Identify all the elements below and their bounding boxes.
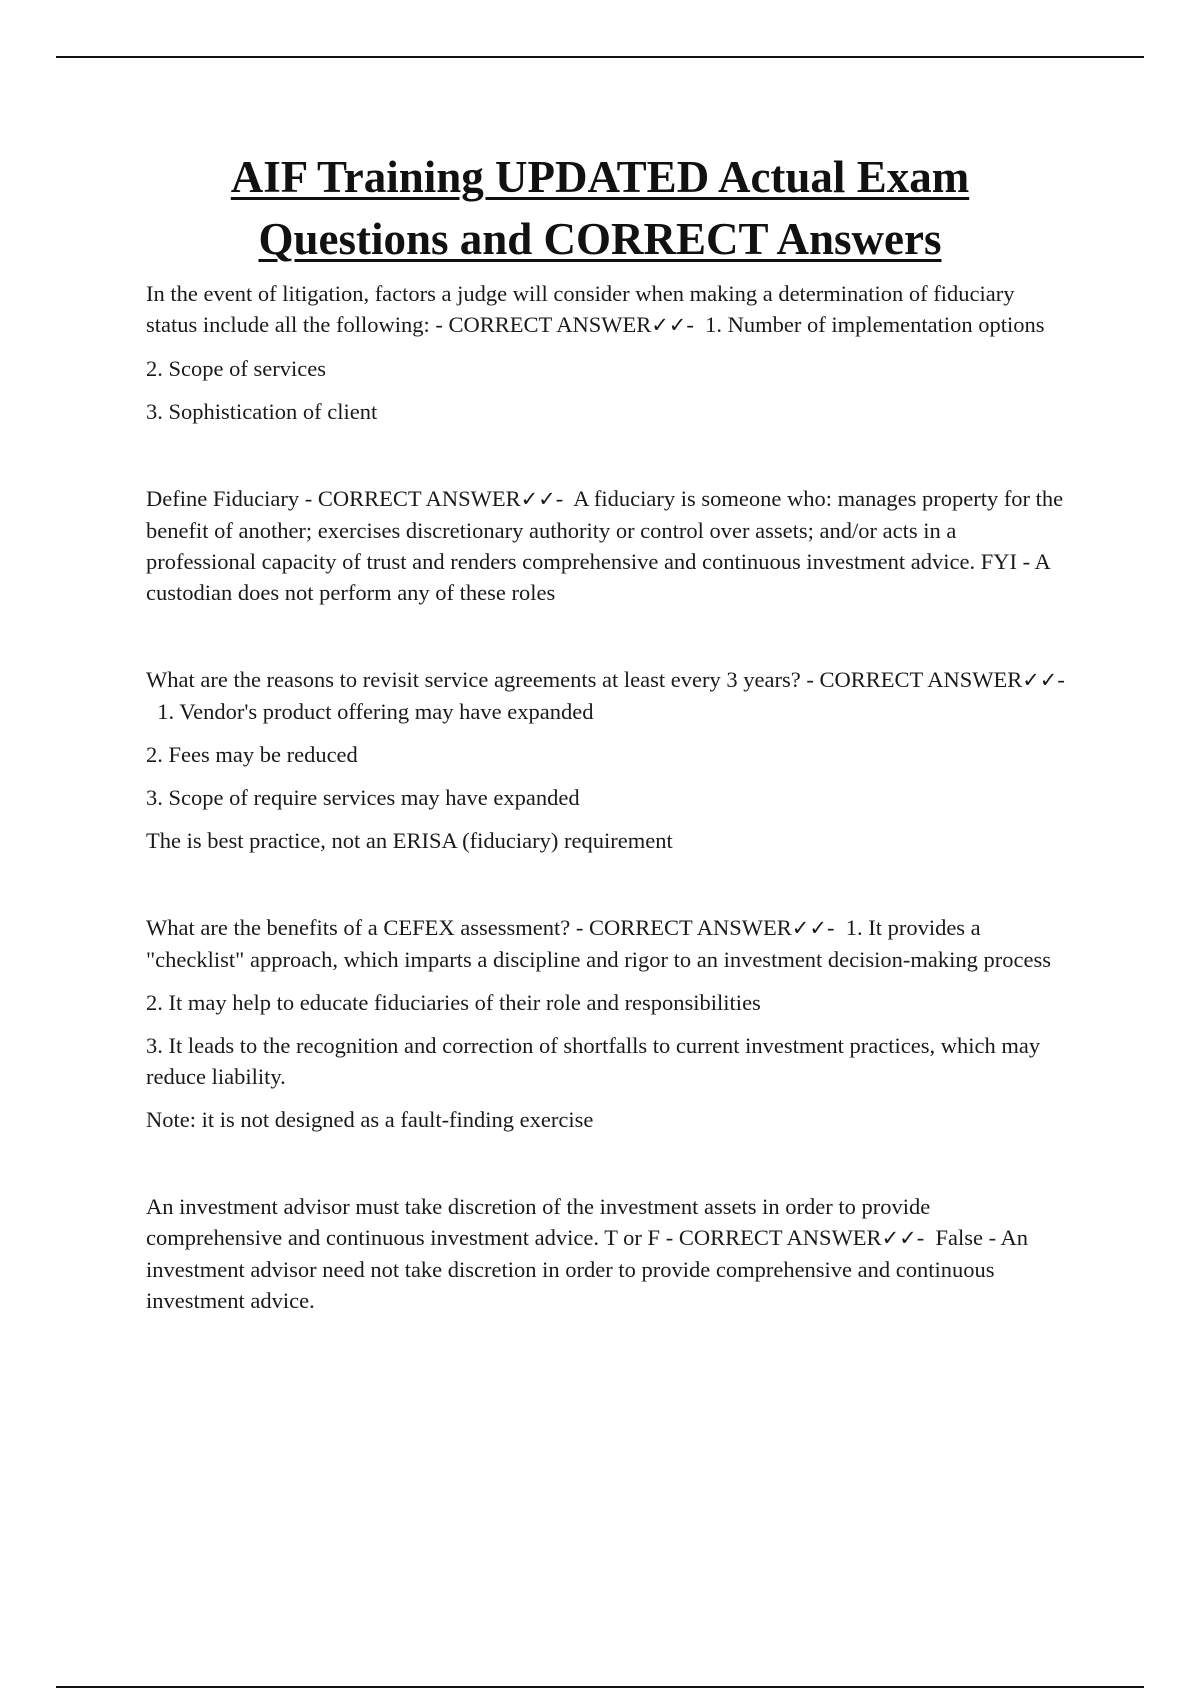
question-text: Define Fiduciary (146, 486, 300, 511)
answer-text: 1. Number of implementation options (705, 312, 1045, 337)
qa-question-paragraph: An investment advisor must take discretion of the investment assets in order to provide comprehensive and continuous investment advice. T or F - CORRECT ANSWER✓✓- False - An investment advisor need not take discretion in order to provide comprehensive and continuous investment advice. (146, 1194, 1029, 1313)
checkmark-icon: ✓✓ (1022, 668, 1058, 692)
question-text: In the event of litigation, factors a judge will consider when making a determination of fiduciary status include all the following: (146, 281, 1015, 337)
answer-line: 3. Sophistication of client (146, 399, 378, 424)
answer-marker: CORRECT ANSWER (448, 312, 652, 337)
checkmark-icon: ✓✓ (520, 487, 556, 511)
answer-marker: CORRECT ANSWER (317, 486, 521, 511)
answer-line: 3. Scope of require services may have expanded (146, 785, 580, 810)
checkmark-icon: ✓✓ (651, 313, 687, 337)
answer-marker: CORRECT ANSWER (589, 915, 792, 940)
qa-item (146, 912, 1066, 1135)
qa-question-paragraph: In the event of litigation, factors a judge will consider when making a determination of fiduciary status include all the following: - CORRECT ANSWER✓✓- 1. Number of implementation options (146, 281, 1045, 337)
qa-item (146, 1191, 1066, 1316)
title-line-2: Questions and CORRECT Answers (258, 214, 942, 264)
answer-note: The is best practice, not an ERISA (fiduciary) requirement (146, 828, 673, 853)
qa-item (146, 278, 1066, 427)
top-rule (56, 56, 1144, 58)
answer-note: Note: it is not designed as a fault-finding exercise (146, 1107, 594, 1132)
answer-line: 2. Scope of services (146, 356, 326, 381)
page-title (100, 146, 1100, 270)
question-text: What are the benefits of a CEFEX assessment? (146, 915, 571, 940)
checkmark-icon: ✓✓ (791, 916, 827, 940)
checkmark-icon: ✓✓ (881, 1226, 917, 1250)
qa-item (146, 483, 1066, 608)
answer-line: 2. Fees may be reduced (146, 742, 358, 767)
answer-marker: CORRECT ANSWER (678, 1225, 882, 1250)
qa-question-paragraph: Define Fiduciary - CORRECT ANSWER✓✓- A fiduciary is someone who: manages property for the benefit of another; exercises discretionary authority or control over assets; and/or acts in a professional capacity of trust and renders comprehensive and continuous investment advice. FYI - A custodian does not perform any of these roles (146, 486, 1064, 605)
question-text: An investment advisor must take discretion of the investment assets in order to provide comprehensive and continuous investment advice. T or F (146, 1194, 931, 1250)
answer-marker: CORRECT ANSWER (819, 667, 1023, 692)
question-text: What are the reasons to revisit service agreements at least every 3 years? (146, 667, 801, 692)
bottom-rule (56, 1686, 1144, 1688)
answer-text: A fiduciary is someone who: manages property for the benefit of another; exercises discretionary authority or control over assets; and/or acts in a professional capacity of trust and renders comprehensive and continuous investment advice. FYI - A custodian does not perform any of these roles (146, 486, 1064, 605)
answer-line: 2. It may help to educate fiduciaries of their role and responsibilities (146, 990, 761, 1015)
qa-question-paragraph: What are the reasons to revisit service agreements at least every 3 years? - CORRECT ANSWER✓✓- 1. Vendor's product offering may have expanded (146, 667, 1065, 724)
answer-line: 3. It leads to the recognition and correction of shortfalls to current investment practices, which may reduce liability. (146, 1033, 1041, 1089)
qa-question-paragraph: What are the benefits of a CEFEX assessment? - CORRECT ANSWER✓✓- 1. It provides a "checklist" approach, which imparts a discipline and rigor to an investment decision-making process (146, 915, 1051, 972)
qa-item (146, 664, 1066, 856)
title-line-1: AIF Training UPDATED Actual Exam (230, 152, 970, 202)
answer-text: False - An investment advisor need not take discretion in order to provide comprehensive and continuous investment advice. (146, 1225, 1029, 1313)
answer-text: 1. It provides a "checklist" approach, which imparts a discipline and rigor to an investment decision-making process (146, 915, 1051, 972)
qa-list (146, 278, 1066, 1316)
answer-text: 1. Vendor's product offering may have expanded (157, 699, 594, 724)
